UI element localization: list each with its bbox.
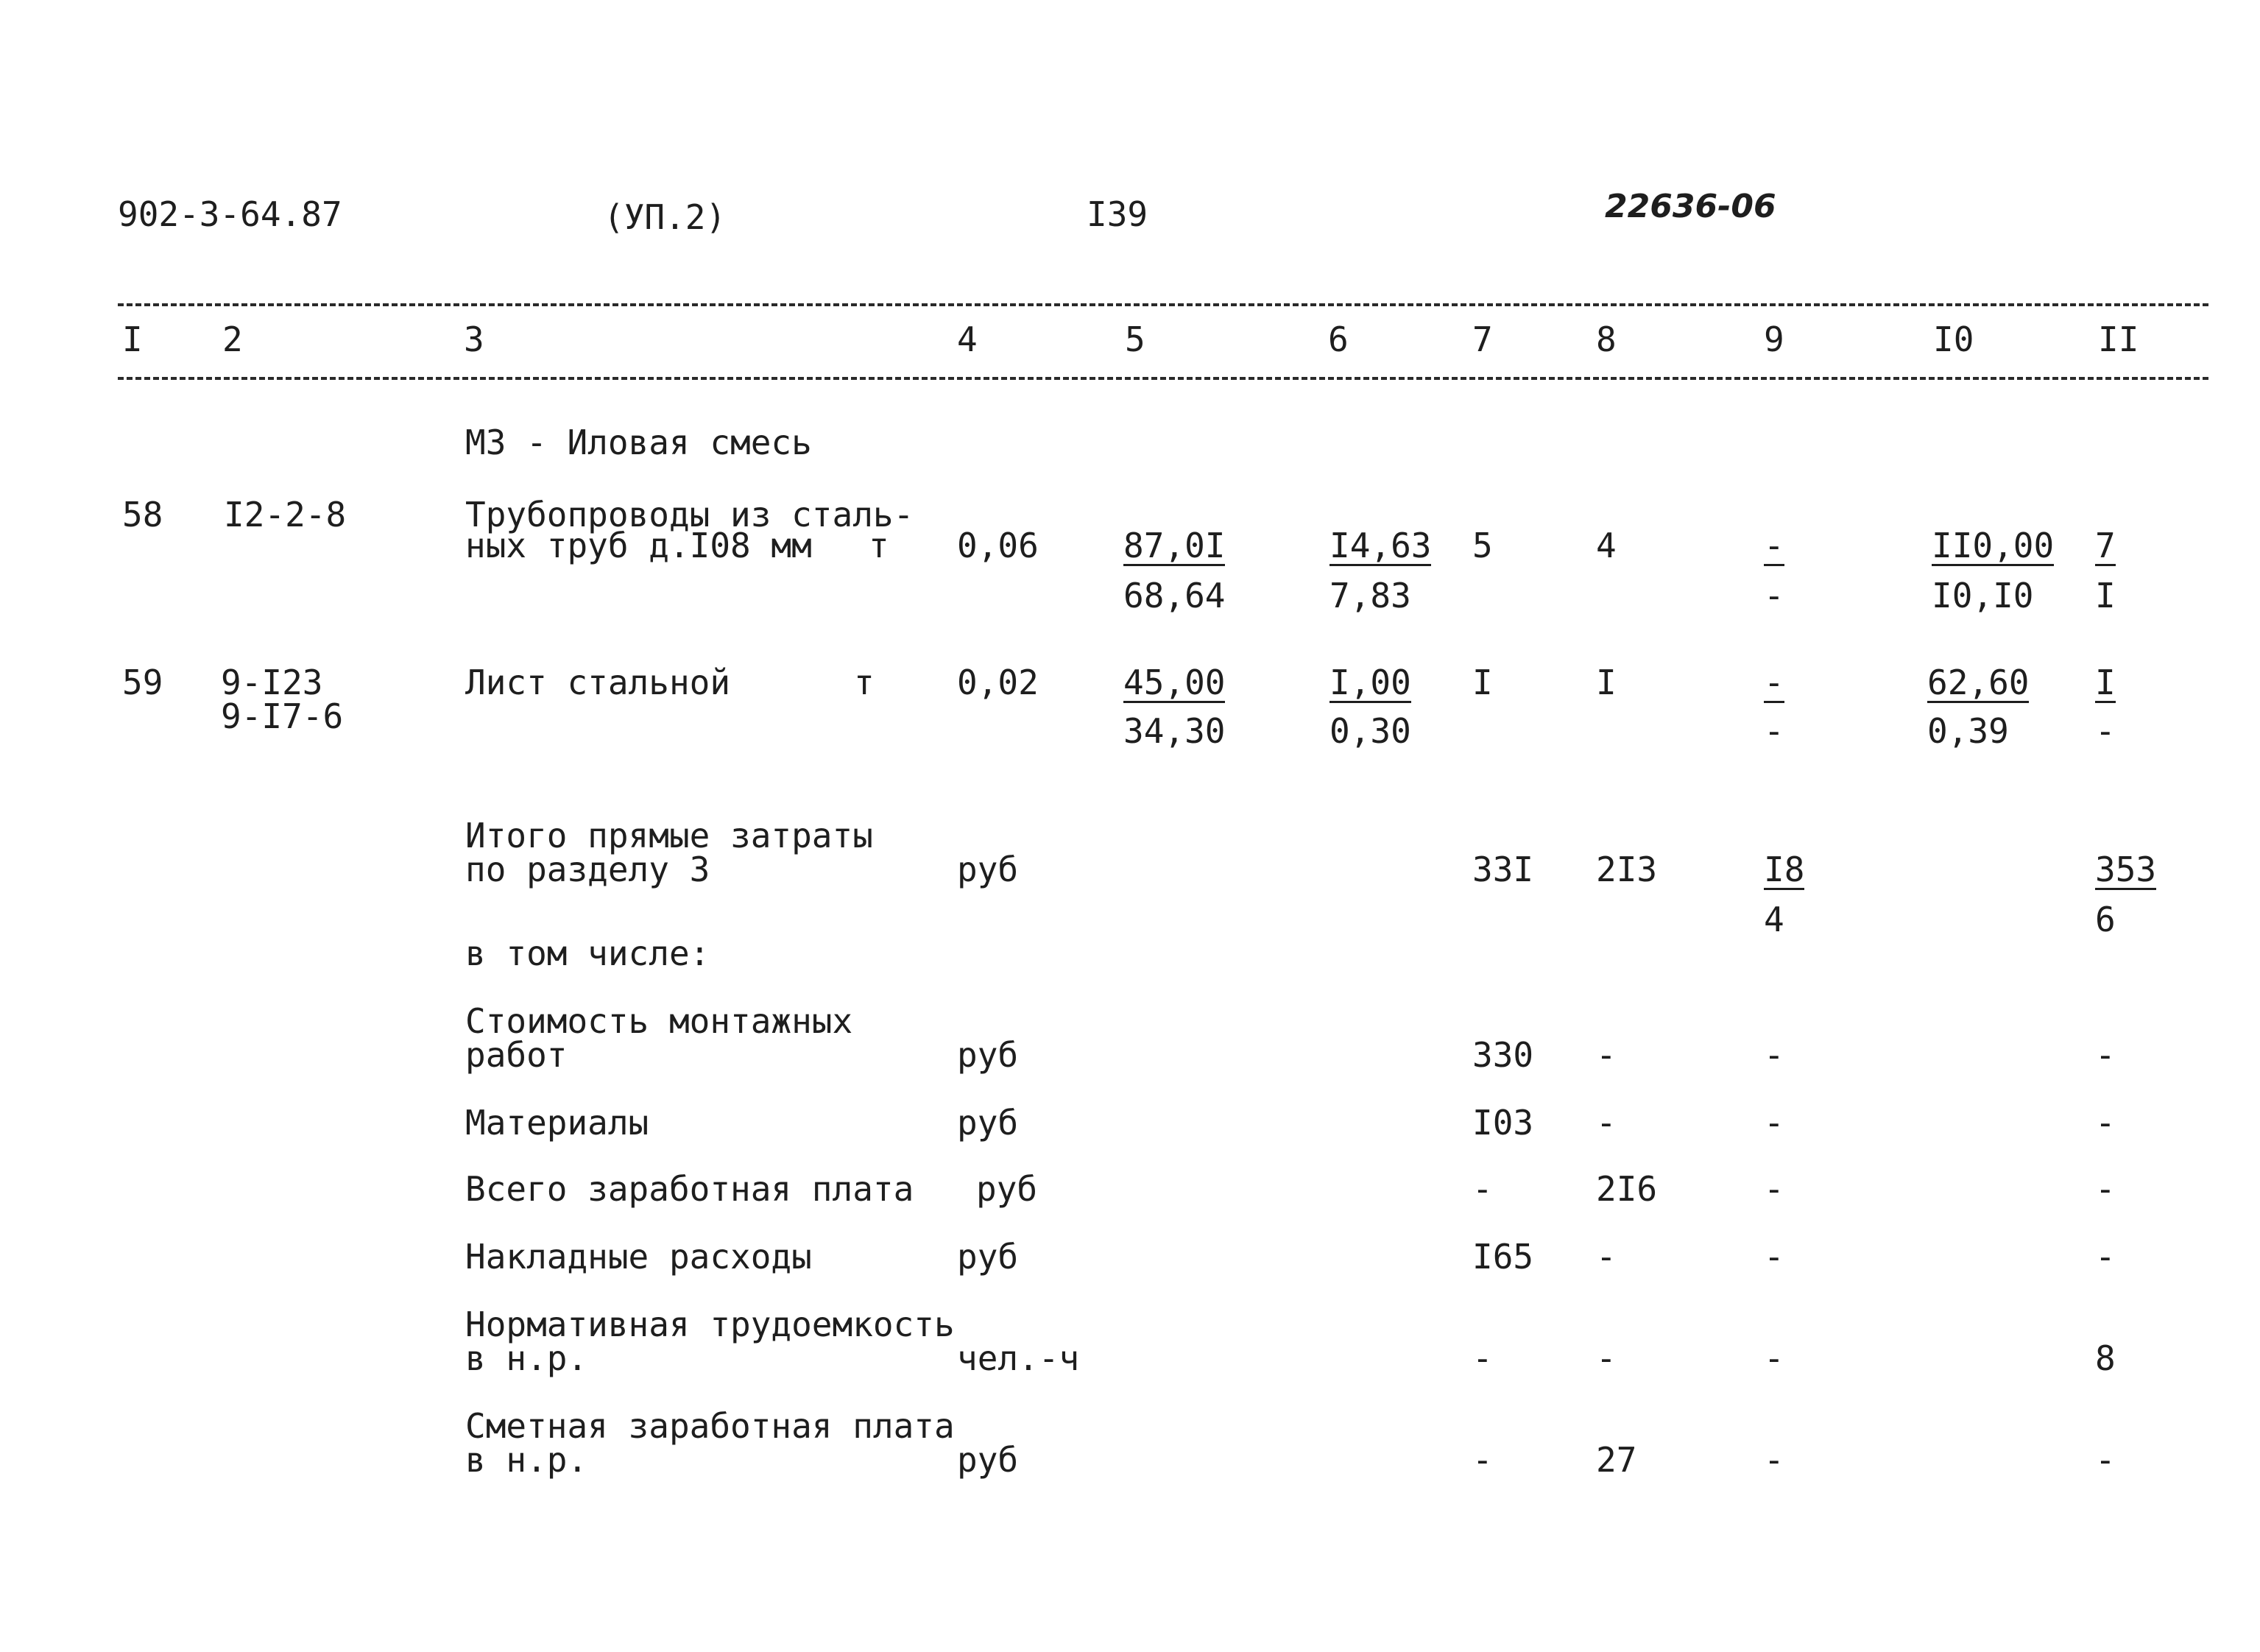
row-number: 58 bbox=[122, 495, 163, 534]
total-cost: I bbox=[1472, 663, 1493, 702]
section-title: МЗ - Иловая смесь bbox=[465, 423, 812, 462]
document-code: 902-3-64.87 bbox=[118, 194, 342, 234]
breakdown-unit: руб bbox=[957, 1103, 1019, 1143]
breakdown-label-line1: Нормативная трудоемкость bbox=[465, 1305, 955, 1344]
breakdown-machines: - bbox=[1764, 1338, 1784, 1378]
col-header-2: 2 bbox=[222, 320, 243, 359]
unit-cost-wage: 34,30 bbox=[1123, 711, 1226, 751]
item-name-line1: Трубопроводы из сталь- bbox=[465, 495, 914, 534]
breakdown-labor: - bbox=[2095, 1035, 2116, 1075]
unit-cost-machine-wage: 0,30 bbox=[1329, 711, 1411, 751]
breakdown-label-line1: Накладные расходы bbox=[465, 1237, 812, 1277]
breakdown-wage: - bbox=[1596, 1338, 1617, 1378]
item-quantity: 0,06 bbox=[957, 526, 1039, 565]
item-unit: т bbox=[854, 663, 875, 702]
breakdown-wage: - bbox=[1596, 1103, 1617, 1143]
inventory-number: 22636-06 bbox=[1605, 188, 1776, 225]
col-header-8: 8 bbox=[1596, 320, 1617, 359]
breakdown-machines: - bbox=[1764, 1440, 1784, 1480]
item-name-line1: Лист стальной bbox=[465, 663, 731, 702]
item-quantity: 0,02 bbox=[957, 663, 1039, 702]
labor-total: 7 bbox=[2095, 526, 2116, 565]
col-header-11: II bbox=[2098, 320, 2139, 359]
labor-unit: II0,00 bbox=[1932, 526, 2055, 565]
breakdown-machines: - bbox=[1764, 1035, 1784, 1075]
breakdown-cost: - bbox=[1472, 1338, 1493, 1378]
breakdown-label-line1: Сметная заработная плата bbox=[465, 1406, 955, 1446]
item-unit: т bbox=[869, 526, 889, 565]
header-top-rule bbox=[118, 303, 2208, 306]
totals-machine-wage: 4 bbox=[1764, 900, 1784, 939]
breakdown-unit: руб bbox=[976, 1169, 1038, 1209]
unit-cost-wage: 68,64 bbox=[1123, 576, 1226, 615]
unit-cost-machine-wage: 7,83 bbox=[1329, 576, 1411, 615]
breakdown-unit: руб bbox=[957, 1440, 1019, 1480]
breakdown-labor: - bbox=[2095, 1103, 2116, 1143]
item-name-line2: ных труб д.I08 мм bbox=[465, 526, 812, 565]
totals-wage: 2I3 bbox=[1596, 850, 1658, 889]
header-bottom-rule bbox=[118, 377, 2208, 380]
col-header-1: I bbox=[122, 320, 143, 359]
breakdown-wage: 27 bbox=[1596, 1440, 1637, 1480]
breakdown-labor: - bbox=[2095, 1440, 2116, 1480]
col-header-4: 4 bbox=[957, 320, 978, 359]
breakdown-wage: - bbox=[1596, 1237, 1617, 1277]
breakdown-unit: руб bbox=[957, 1035, 1019, 1075]
breakdown-cost: 330 bbox=[1472, 1035, 1534, 1075]
breakdown-machines: - bbox=[1764, 1103, 1784, 1143]
breakdown-label-line1: Материалы bbox=[465, 1103, 649, 1143]
section-code: (УП.2) bbox=[604, 197, 727, 237]
totals-labor-machine: 6 bbox=[2095, 900, 2116, 939]
unit-cost-machines: I,00 bbox=[1329, 663, 1411, 702]
total-wage: I bbox=[1596, 663, 1617, 702]
col-header-3: 3 bbox=[464, 320, 484, 359]
row-number: 59 bbox=[122, 663, 163, 702]
labor-total: I bbox=[2095, 663, 2116, 702]
totals-label-line2: по разделу 3 bbox=[465, 850, 710, 889]
totals-cost: 33I bbox=[1472, 850, 1534, 889]
labor-total-machine: I bbox=[2095, 576, 2116, 615]
col-header-10: I0 bbox=[1933, 320, 1974, 359]
breakdown-labor: 8 bbox=[2095, 1338, 2116, 1378]
rate-code: I2-2-8 bbox=[224, 495, 347, 534]
labor-unit: 62,60 bbox=[1927, 663, 2030, 702]
totals-label-line1: Итого прямые затраты bbox=[465, 816, 873, 855]
total-machine-wage: - bbox=[1764, 711, 1784, 751]
breakdown-label-line1: Стоимость монтажных bbox=[465, 1001, 853, 1041]
breakdown-cost: - bbox=[1472, 1169, 1493, 1209]
breakdown-wage: - bbox=[1596, 1035, 1617, 1075]
col-header-7: 7 bbox=[1472, 320, 1493, 359]
total-machines: - bbox=[1764, 663, 1784, 702]
totals-labor: 353 bbox=[2095, 850, 2157, 889]
including-label: в том числе: bbox=[465, 933, 710, 973]
breakdown-label-line2: в н.р. bbox=[465, 1440, 588, 1480]
breakdown-machines: - bbox=[1764, 1237, 1784, 1277]
unit-cost-machines: I4,63 bbox=[1329, 526, 1432, 565]
breakdown-label-line2: работ bbox=[465, 1035, 568, 1075]
unit-cost-total: 45,00 bbox=[1123, 663, 1226, 702]
breakdown-unit: руб bbox=[957, 1237, 1019, 1277]
breakdown-unit: чел.-ч bbox=[957, 1338, 1080, 1378]
col-header-5: 5 bbox=[1125, 320, 1145, 359]
total-cost: 5 bbox=[1472, 526, 1493, 565]
unit-cost-total: 87,0I bbox=[1123, 526, 1226, 565]
col-header-6: 6 bbox=[1328, 320, 1349, 359]
col-header-9: 9 bbox=[1764, 320, 1784, 359]
page-number: I39 bbox=[1087, 194, 1148, 234]
totals-unit: руб bbox=[957, 850, 1019, 889]
total-machine-wage: - bbox=[1764, 576, 1784, 615]
labor-unit-machine: 0,39 bbox=[1927, 711, 2009, 751]
breakdown-machines: - bbox=[1764, 1169, 1784, 1209]
breakdown-cost: I03 bbox=[1472, 1103, 1534, 1143]
breakdown-cost: - bbox=[1472, 1440, 1493, 1480]
breakdown-label-line1: Всего заработная плата bbox=[465, 1169, 914, 1209]
rate-code-2: 9-I7-6 bbox=[221, 696, 344, 736]
total-wage: 4 bbox=[1596, 526, 1617, 565]
breakdown-labor: - bbox=[2095, 1237, 2116, 1277]
totals-machines: I8 bbox=[1764, 850, 1805, 889]
rate-code: 9-I23 bbox=[221, 663, 323, 702]
labor-unit-machine: I0,I0 bbox=[1932, 576, 2034, 615]
breakdown-wage: 2I6 bbox=[1596, 1169, 1658, 1209]
breakdown-label-line2: в н.р. bbox=[465, 1338, 588, 1378]
labor-total-machine: - bbox=[2095, 711, 2116, 751]
breakdown-labor: - bbox=[2095, 1169, 2116, 1209]
breakdown-cost: I65 bbox=[1472, 1237, 1534, 1277]
total-machines: - bbox=[1764, 526, 1784, 565]
